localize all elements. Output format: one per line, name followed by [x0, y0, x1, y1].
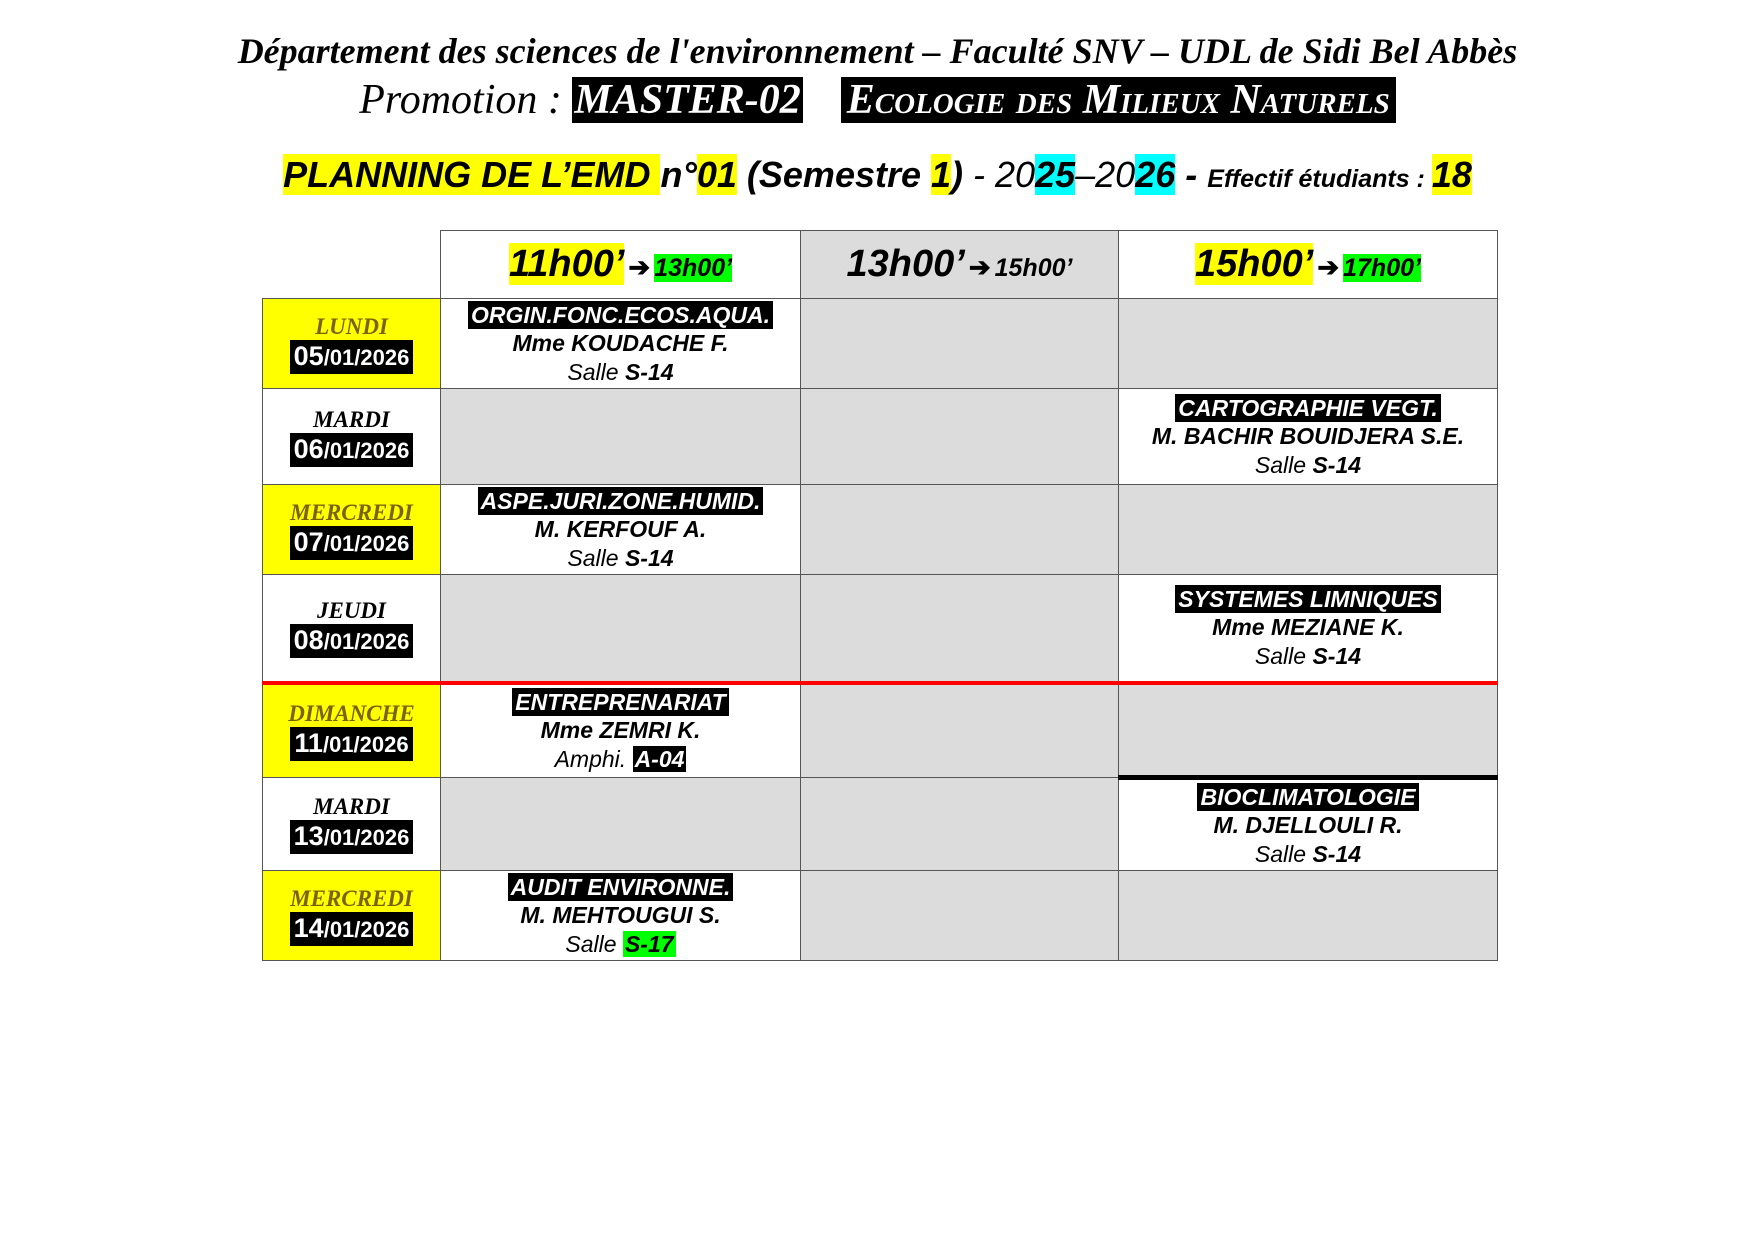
- exam-subject: AUDIT ENVIRONNE.: [508, 873, 734, 901]
- slot-end: 13h00’: [654, 254, 733, 282]
- day-date: 14/01/2026: [290, 912, 414, 946]
- day-cell: [263, 683, 441, 778]
- exam-teacher: M. KERFOUF A.: [534, 516, 707, 542]
- emd-number: 01: [696, 154, 737, 195]
- exam-cell: [441, 485, 801, 575]
- exam-room: Salle S-14: [1254, 643, 1362, 670]
- empty-slot: [441, 389, 801, 485]
- promotion-line: [0, 76, 1755, 124]
- day-cell: [263, 778, 441, 871]
- day-cell: [263, 871, 441, 961]
- planning-title: [0, 154, 1755, 196]
- day-row: [263, 871, 1498, 961]
- empty-slot: [1119, 299, 1498, 389]
- day-cell: [263, 575, 441, 683]
- day-name: MERCREDI: [290, 499, 413, 525]
- slot-start: 11h00’: [508, 243, 625, 285]
- exam-subject: ENTREPRENARIAT: [512, 688, 728, 716]
- day-name: JEUDI: [316, 597, 386, 623]
- exam-subject: SYSTEMES LIMNIQUES: [1175, 585, 1440, 613]
- empty-slot: [441, 778, 801, 871]
- semestre-number: 1: [931, 154, 952, 195]
- arrow-icon: ➔: [968, 252, 991, 282]
- day-cell: [263, 389, 441, 485]
- exam-teacher: M. DJELLOULI R.: [1213, 811, 1403, 838]
- empty-slot: [801, 871, 1119, 961]
- emd-number-prefix: n°: [660, 154, 697, 195]
- exam-room: Amphi. A-04: [554, 746, 685, 773]
- year-start: 25: [1035, 154, 1076, 195]
- day-name: MERCREDI: [290, 885, 413, 911]
- exam-teacher: M. BACHIR BOUIDJERA S.E.: [1151, 423, 1465, 449]
- arrow-icon: ➔: [1317, 252, 1340, 282]
- year-dash: –20: [1075, 154, 1136, 195]
- exam-room: Salle S-14: [1254, 840, 1362, 867]
- exam-cell: [1119, 389, 1498, 485]
- semestre-open: (Semestre: [736, 154, 932, 195]
- exam-cell: [441, 683, 801, 778]
- day-cell: [263, 485, 441, 575]
- day-row: [263, 485, 1498, 575]
- exam-teacher: Mme MEZIANE K.: [1212, 614, 1404, 641]
- empty-slot: [801, 299, 1119, 389]
- exam-room: Salle S-14: [567, 359, 674, 385]
- slot-start: 13h00’: [846, 243, 965, 285]
- exam-room: Salle S-14: [567, 545, 674, 571]
- day-cell: [263, 299, 441, 389]
- planning-label: PLANNING DE L’EMD: [283, 154, 661, 195]
- empty-slot: [1119, 485, 1498, 575]
- day-date: 07/01/2026: [290, 526, 414, 560]
- promotion-speciality: Ecologie des Milieux Naturels: [841, 77, 1396, 123]
- empty-slot: [1119, 871, 1498, 961]
- day-name: DIMANCHE: [288, 700, 415, 726]
- arrow-icon: ➔: [628, 252, 651, 282]
- day-row: [263, 299, 1498, 389]
- promotion-label: Promotion :: [359, 77, 573, 123]
- slot-end: 17h00’: [1343, 254, 1421, 282]
- day-name: MARDI: [313, 794, 390, 819]
- exam-room: Salle S-17: [565, 931, 674, 957]
- day-name: MARDI: [313, 406, 390, 432]
- exam-teacher: M. MEHTOUGUI S.: [520, 902, 721, 928]
- promotion-level: MASTER-02: [574, 77, 801, 123]
- day-row: [263, 389, 1498, 485]
- day-row: [263, 575, 1498, 683]
- day-name: LUNDI: [315, 313, 388, 339]
- day-date: 08/01/2026: [290, 624, 414, 658]
- slot-end: 15h00’: [994, 254, 1073, 282]
- exam-schedule-table: [262, 230, 1498, 961]
- empty-slot: [1119, 683, 1498, 778]
- exam-teacher: Mme ZEMRI K.: [540, 717, 701, 744]
- day-row: [263, 683, 1498, 778]
- exam-subject: ORGIN.FONC.ECOS.AQUA.: [468, 301, 773, 329]
- year-end: 26: [1135, 154, 1176, 195]
- empty-slot: [441, 575, 801, 683]
- exam-subject: BIOCLIMATOLOGIE: [1197, 783, 1418, 811]
- day-date: 05/01/2026: [290, 340, 414, 374]
- empty-slot: [801, 389, 1119, 485]
- day-date: 06/01/2026: [290, 433, 414, 467]
- empty-slot: [801, 575, 1119, 683]
- year-prefix: - 20: [963, 154, 1036, 195]
- exam-cell: [1119, 575, 1498, 683]
- empty-slot: [801, 683, 1119, 778]
- slot-header-2: [801, 231, 1119, 299]
- time-slot-header-row: [263, 231, 1498, 299]
- empty-slot: [801, 485, 1119, 575]
- slot-header-1: [441, 231, 801, 299]
- effectif-label: Effectif étudiants :: [1207, 165, 1432, 193]
- day-date: 11/01/2026: [290, 727, 412, 761]
- exam-room: Salle S-14: [1254, 452, 1362, 478]
- empty-slot: [801, 778, 1119, 871]
- title-dash: -: [1175, 154, 1208, 195]
- exam-subject: ASPE.JURI.ZONE.HUMID.: [478, 487, 764, 515]
- day-row: [263, 778, 1498, 871]
- exam-teacher: Mme KOUDACHE F.: [512, 330, 729, 356]
- semestre-close: ): [951, 154, 964, 195]
- day-date: 13/01/2026: [290, 820, 414, 854]
- department-header: Département des sciences de l'environnement – Faculté SNV – UDL de Sidi Bel Abbès: [237, 31, 1518, 71]
- table-corner: [263, 231, 441, 299]
- exam-cell: [441, 299, 801, 389]
- exam-cell: [441, 871, 801, 961]
- effectif-count: 18: [1431, 154, 1472, 195]
- slot-header-3: [1119, 231, 1498, 299]
- exam-cell: [1119, 778, 1498, 871]
- slot-start: 15h00’: [1195, 243, 1314, 285]
- exam-subject: CARTOGRAPHIE VEGT.: [1175, 394, 1440, 422]
